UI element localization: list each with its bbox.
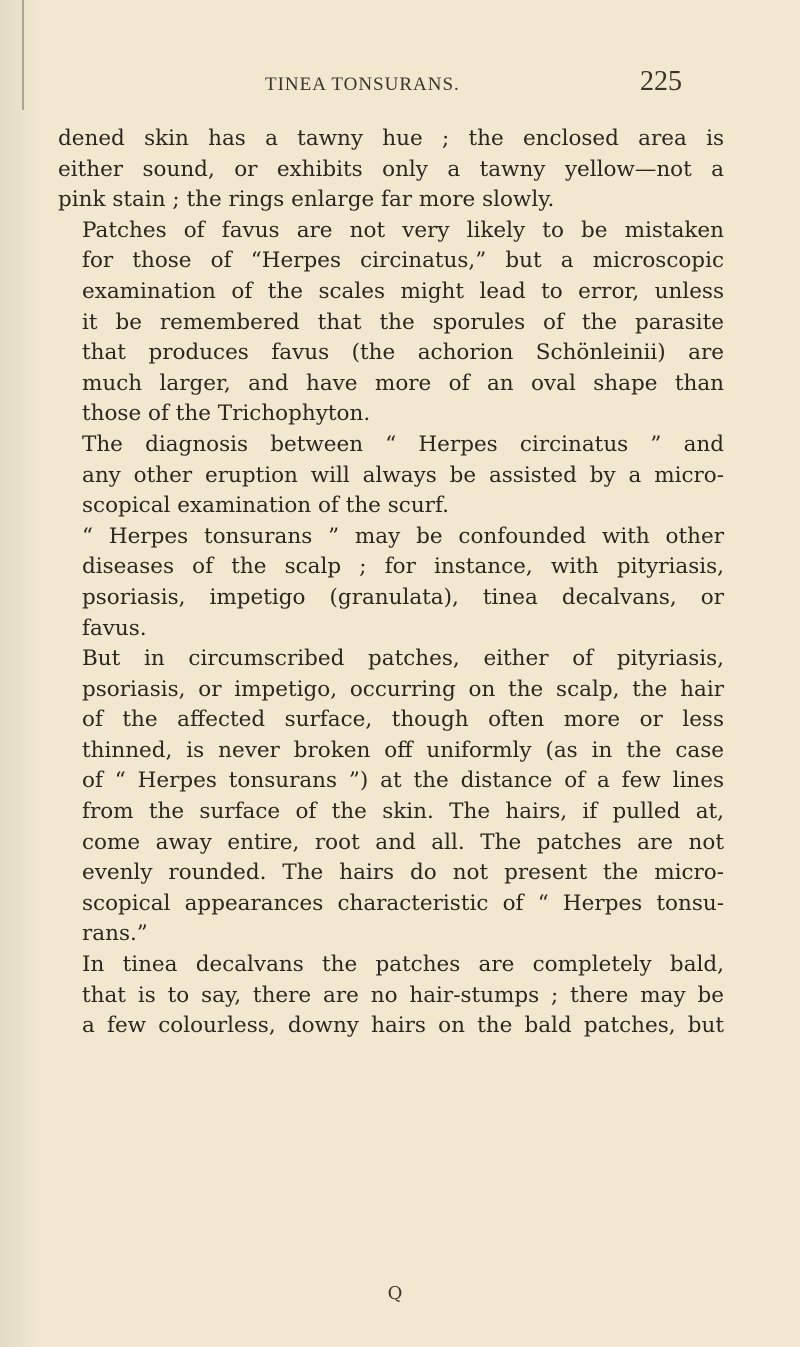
signature-mark — [0, 1283, 800, 1304]
text-line: psoriasis, impetigo (granulata), tinea decalvans, or — [82, 584, 724, 610]
text-line: examination of the scales might lead to error, unless — [82, 278, 724, 304]
paragraph-diagnosis — [58, 430, 724, 522]
running-title: TINEA TONSURANS. — [265, 74, 460, 95]
text-line: of “ Herpes tonsurans ”) at the distance of a few lines — [82, 768, 724, 794]
text-line: evenly rounded. The hairs do not present the micro- — [82, 860, 724, 886]
paragraph-decalvans — [58, 950, 724, 1042]
text-line: a few colourless, downy hairs on the bald patches, but — [82, 1013, 724, 1039]
text-line: those of the Trichophyton. — [82, 401, 371, 427]
text-line: of the affected surface, though often more or less — [82, 707, 724, 733]
text-line: from the surface of the skin. The hairs, if pulled at, — [82, 799, 724, 825]
paragraph-circumscribed — [58, 644, 724, 950]
text-line: either sound, or exhibits only a tawny yellow—not a — [58, 156, 724, 182]
text-line: thinned, is never broken off uniformly (as in the case — [82, 737, 724, 763]
text-line: pink stain ; the rings enlarge far more slowly. — [58, 187, 555, 213]
text-line: come away entire, root and all. The patches are not — [82, 829, 724, 855]
text-line: that is to say, there are no hair-stumps ; there may be — [82, 982, 724, 1008]
text-line: any other eruption will always be assisted by a micro- — [82, 462, 724, 488]
text-line: favus. — [82, 615, 147, 641]
text-line: The diagnosis between “ Herpes circinatus ” and — [82, 431, 724, 457]
text-line: rans.” — [82, 921, 148, 947]
text-line: dened skin has a tawny hue ; the enclosed area is — [58, 126, 724, 151]
page-header — [0, 66, 800, 104]
text-line: diseases of the scalp ; for instance, with pityriasis, — [82, 554, 724, 580]
text-line: psoriasis, or impetigo, occurring on the scalp, the hair — [82, 676, 724, 702]
text-line: scopical appearances characteristic of “ Herpes tonsu- — [82, 890, 724, 916]
text-line: scopical examination of the scurf. — [82, 493, 449, 519]
paragraph-favus — [58, 216, 724, 430]
text-line: “ Herpes tonsurans ” may be confounded with other — [82, 523, 724, 549]
paragraph-confounded — [58, 522, 724, 644]
text-line: it be remembered that the sporules of the parasite — [82, 309, 724, 335]
text-line: Patches of favus are not very likely to be mistaken — [82, 217, 724, 243]
text-line: that produces favus (the achorion Schönleinii) are — [82, 340, 724, 366]
body-text — [58, 124, 724, 1042]
text-line: for those of “Herpes circinatus,” but a microscopic — [82, 248, 724, 274]
text-line: much larger, and have more of an oval shape than — [82, 370, 724, 396]
text-line: But in circumscribed patches, either of pityriasis, — [82, 646, 724, 672]
signature-letter: Q — [387, 1283, 403, 1304]
text-line: In tinea decalvans the patches are completely bald, — [82, 952, 724, 978]
page-number: 225 — [640, 66, 682, 97]
paragraph-continued — [58, 124, 724, 216]
